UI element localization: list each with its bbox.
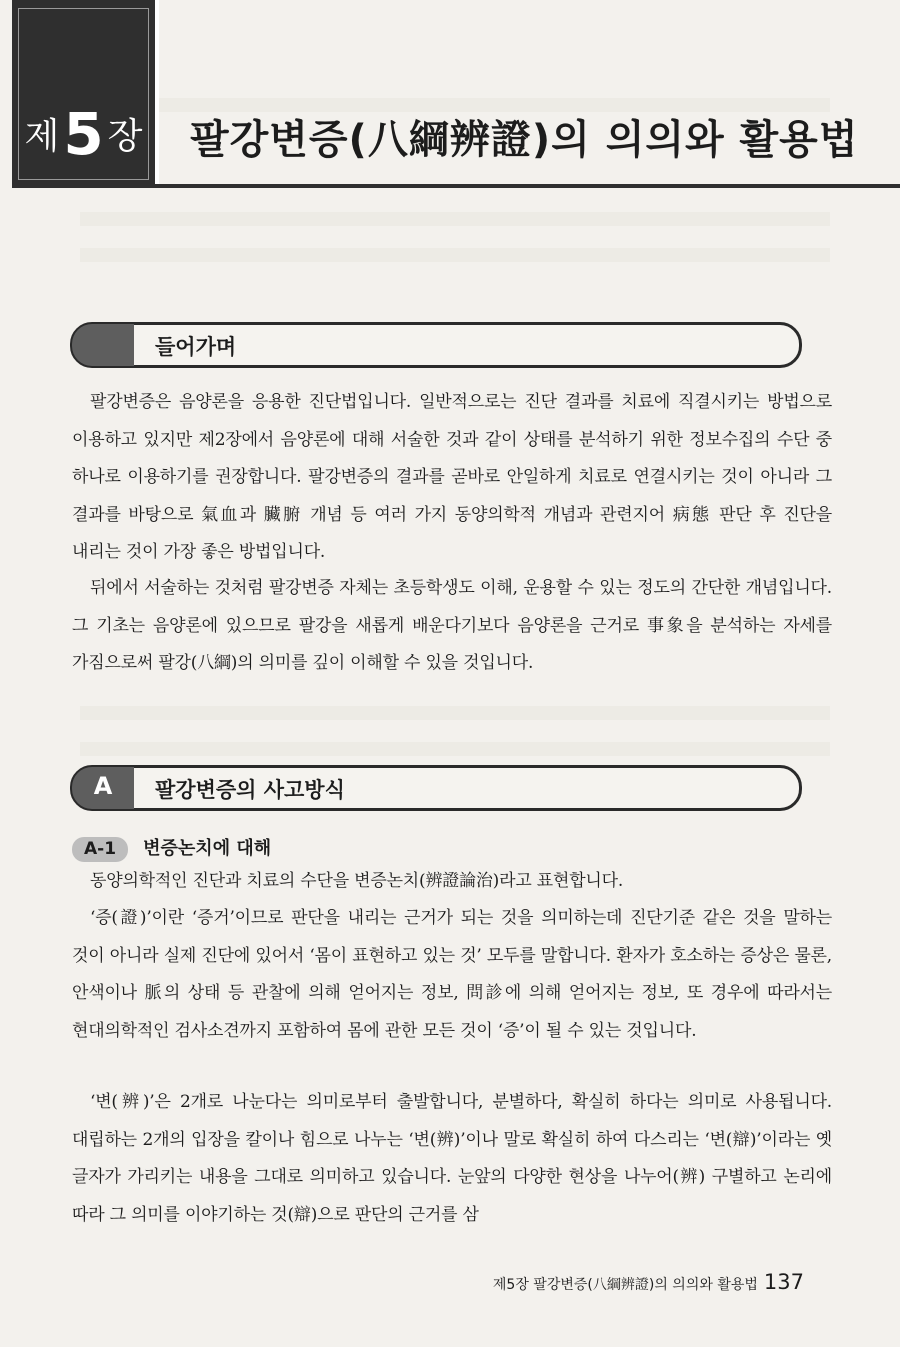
title-rule xyxy=(155,184,900,188)
a1-paragraph-3: ‘변(辨)’은 2개로 나눈다는 의미로부터 출발합니다, 분별하다, 확실히 하다는 의미로 사용됩니다. 대립하는 2개의 입장을 칼이나 힘으로 나누는 ‘변(辨)’이나 말로 확실히 하여 다스리는 ‘변(辯)’이라는 옛 글자가 가리키는 내용을 그대로 의미하고 있습니다. 눈앞의 다양한 현상을 나누어(辨) 구별하고 논리에 따라 그 의미를 이야기하는 것(辯)으로 판단의 근거를 삼 xyxy=(72,1092,832,1225)
section-label-a: 팔강변증의 사고방식 xyxy=(155,778,345,802)
intro-paragraph-2: 뒤에서 서술하는 것처럼 팔강변증 자체는 초등학생도 이해, 운용할 수 있는 정도의 간단한 개념입니다. 그 기초는 음양론에 있으므로 팔강을 새롭게 배운다기보다 음양론을 근거로 事象을 분석하는 자세를 가짐으로써 팔강(八綱)의 의미를 깊이 이해할 수 있을 것입니다. xyxy=(72,578,832,673)
bleed-through xyxy=(80,742,830,756)
subsection-title: 변증논치에 대해 xyxy=(143,838,272,859)
subsection-heading-a1 xyxy=(72,834,271,860)
running-title: 제5장 팔강변증(八綱辨證)의 의의와 활용법 xyxy=(492,1277,758,1293)
chapter-number-box xyxy=(12,0,159,188)
section-letter-a: A xyxy=(72,767,134,809)
chapter-prefix: 제 xyxy=(24,116,60,157)
section-heading-a xyxy=(70,765,802,811)
intro-paragraph-1: 팔강변증은 음양론을 응용한 진단법입니다. 일반적으로는 진단 결과를 치료에 직결시키는 방법으로 이용하고 있지만 제2장에서 음양론에 대해 서술한 것과 같이 상태를 분석하기 위한 정보수집의 수단 중 하나로 이용하기를 권장합니다. 팔강변증의 결과를 곧바로 안일하게 치료로 연결시키는 것이 아니라 그 결과를 바탕으로 氣血과 臟腑 개념 등 여러 가지 동양의학적 개념과 관련지어 病態 판단 후 진단을 내리는 것이 가장 좋은 방법입니다. xyxy=(72,392,832,562)
subsection-badge: A-1 xyxy=(72,837,128,862)
bleed-through xyxy=(80,706,830,720)
section-label-intro: 들어가며 xyxy=(155,335,237,359)
chapter-number: 5 xyxy=(63,100,104,168)
section-letter-intro xyxy=(72,324,134,366)
page-footer xyxy=(493,1270,804,1294)
a1-paragraph-2: ‘증(證)’이란 ‘증거’이므로 판단을 내리는 근거가 되는 것을 의미하는데 진단기준 같은 것을 말하는 것이 아니라 실제 진단에 있어서 ‘몸이 표현하고 있는 것’ 모두를 말합니다. 환자가 호소하는 증상은 물론, 안색이나 脈의 상태 등 관찰에 의해 얻어지는 정보, 問診에 의해 얻어지는 정보, 또 경우에 따라서는 현대의학적인 검사소견까지 포함하여 몸에 관한 모든 것이 ‘증’이 될 수 있는 것입니다. xyxy=(72,908,832,1041)
chapter-title: 팔강변증(八綱辨證)의 의의와 활용법 xyxy=(190,117,859,163)
chapter-suffix: 장 xyxy=(107,116,143,157)
bleed-through xyxy=(80,212,830,226)
bleed-through xyxy=(80,248,830,262)
section-heading-intro xyxy=(70,322,802,368)
chapter-label xyxy=(12,100,155,168)
page-number: 137 xyxy=(763,1270,804,1294)
a1-paragraph-1: 동양의학적인 진단과 치료의 수단을 변증논치(辨證論治)라고 표현합니다. xyxy=(90,871,624,891)
